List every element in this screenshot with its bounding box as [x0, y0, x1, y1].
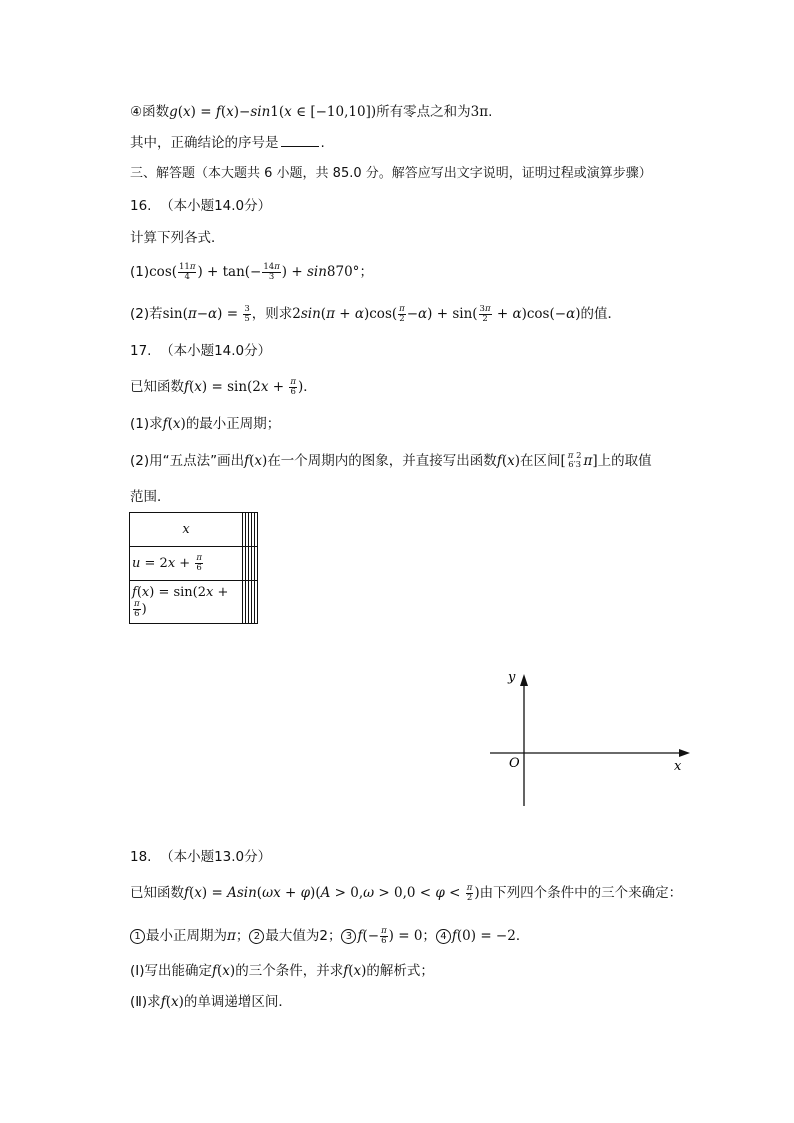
condition-1: 最小正周期为 — [146, 928, 227, 944]
q17-part2-b: 在一个周期内的图象，并直接写出函数 — [267, 453, 497, 469]
q17-prompt-text: 已知函数 — [130, 379, 184, 395]
q18-conditions: 1 最小正周期为π； 2 最大值为2； 3 f(− $\frac{\pi}{6}$ ) = 0； 4 f(0) = −2． — [130, 926, 529, 946]
item4-end: . — [488, 104, 493, 120]
x-axis-label: x — [674, 759, 682, 774]
table-cell-x: x — [130, 513, 243, 547]
q16-part1: (1)cos( $\frac{11\pi}{4}$ ) + tan(− $\frac{14\pi}{3}$ ) + sin870°； — [130, 261, 373, 282]
item4-marker: ④ — [130, 104, 143, 120]
table-cell — [255, 513, 258, 547]
q17-part2-c: 在区间 — [520, 453, 561, 469]
coordinate-axes — [480, 660, 700, 810]
q16-part2-end: 的值． — [580, 306, 621, 322]
answer-blank[interactable] — [281, 134, 319, 147]
y-axis-label: y — [508, 670, 516, 685]
q16-part2-mid: ，则求 — [251, 306, 293, 322]
condition-4-marker: 4 — [436, 929, 451, 944]
q17-part1-b: 的最小正周期； — [185, 416, 281, 432]
q16-part1-end: ； — [359, 264, 373, 280]
table-cell-u: u = 2x + $\frac{\pi}{6}$ — [130, 547, 243, 581]
q17-part2: (2)用“五点法”画出f(x)在一个周期内的图象，并直接写出函数f(x)在区间[ π 2 6′3 π]上的取值 — [130, 451, 652, 470]
q17-header — [130, 341, 271, 361]
table-row — [130, 547, 258, 581]
y-axis-arrow — [520, 674, 528, 686]
item4-line: ④函数g(x) = f(x)−sin1(x ∈ [−10,10])所有零点之和为3π. — [130, 104, 493, 120]
table-cell — [255, 581, 258, 624]
q17-number: 17. — [130, 343, 152, 359]
q18-part1-a: (Ⅰ)写出能确定 — [130, 963, 213, 979]
q16-header — [130, 196, 271, 216]
q17-part2-d: 上的取值 — [597, 453, 652, 469]
q18-part2-a: (Ⅱ)求 — [130, 994, 161, 1010]
item4-formula: g — [169, 104, 178, 120]
q16-number: 16. — [130, 198, 152, 214]
q16-prompt: 计算下列各式． — [130, 230, 225, 246]
q18-number: 18. — [130, 849, 152, 865]
table-row — [130, 513, 258, 547]
q17-part2-cont: 范围． — [130, 489, 171, 505]
q18-prompt: 已知函数f(x) = Asin(ωx + φ)(A > 0,ω > 0,0 < φ < $\frac{\pi}{2}$ )由下列四个条件中的三个来确定： — [130, 882, 683, 903]
q18-score: （本小题13.0分） — [160, 849, 272, 865]
conclusion-end: . — [320, 135, 325, 151]
condition-2: 最大值为2； — [265, 928, 342, 944]
item4-value: 3π — [470, 104, 489, 120]
item4-text-b: 所有零点之和为 — [376, 104, 471, 120]
q18-part2: (Ⅱ)求f(x)的单调递增区间． — [130, 994, 292, 1010]
section3-heading: 三、解答题（本大题共 6 小题，共 85.0 分。解答应写出文字说明，证明过程或演算步骤） — [130, 166, 652, 181]
table-cell — [255, 547, 258, 581]
conclusion-line — [130, 133, 325, 153]
q16-score: （本小题14.0分） — [160, 198, 272, 214]
q17-part2-a: (2)用“五点法”画出 — [130, 453, 245, 469]
q18-part2-b: 的单调递增区间． — [183, 994, 292, 1010]
table-row — [130, 581, 258, 624]
q17-score: （本小题14.0分） — [160, 343, 272, 359]
q16-part1-label: (1) — [130, 264, 150, 280]
q18-prompt-a: 已知函数 — [130, 885, 184, 901]
q16-part2-label: (2)若 — [130, 306, 163, 322]
conclusion-text: 其中，正确结论的序号是 — [130, 135, 279, 151]
q17-part1-a: (1)求 — [130, 416, 163, 432]
q18-header — [130, 847, 271, 867]
q17-part1: (1)求f(x)的最小正周期； — [130, 416, 281, 432]
condition-3-marker: 3 — [341, 929, 356, 944]
five-point-table — [129, 512, 258, 624]
q17-prompt: 已知函数f(x) = sin(2x + $\frac{\pi}{6}$ )． — [130, 376, 317, 397]
origin-label: O — [509, 756, 520, 771]
x-axis-arrow — [679, 749, 690, 757]
q18-prompt-b: 由下列四个条件中的三个来确定： — [479, 885, 683, 901]
q18-part1-c: 的解析式； — [366, 963, 434, 979]
table-cell-f: f(x) = sin(2x + $\frac{\pi}{6}$ ) — [130, 581, 243, 624]
q18-part1: (Ⅰ)写出能确定f(x)的三个条件，并求f(x)的解析式； — [130, 963, 434, 979]
condition-1-marker: 1 — [130, 929, 145, 944]
q16-part2: (2)若sin(π−α) = $\frac{3}{5}$ ，则求2sin(π + α)cos( $\frac{\pi}{2}$ −α) + sin( $\frac{3\pi}{2}$ + α)cos(−α)的值． — [130, 303, 621, 324]
item4-text-a: 函数 — [142, 104, 170, 120]
q17-prompt-end: ． — [303, 379, 317, 395]
condition-2-marker: 2 — [249, 929, 264, 944]
q18-part1-b: 的三个条件，并求 — [235, 963, 344, 979]
